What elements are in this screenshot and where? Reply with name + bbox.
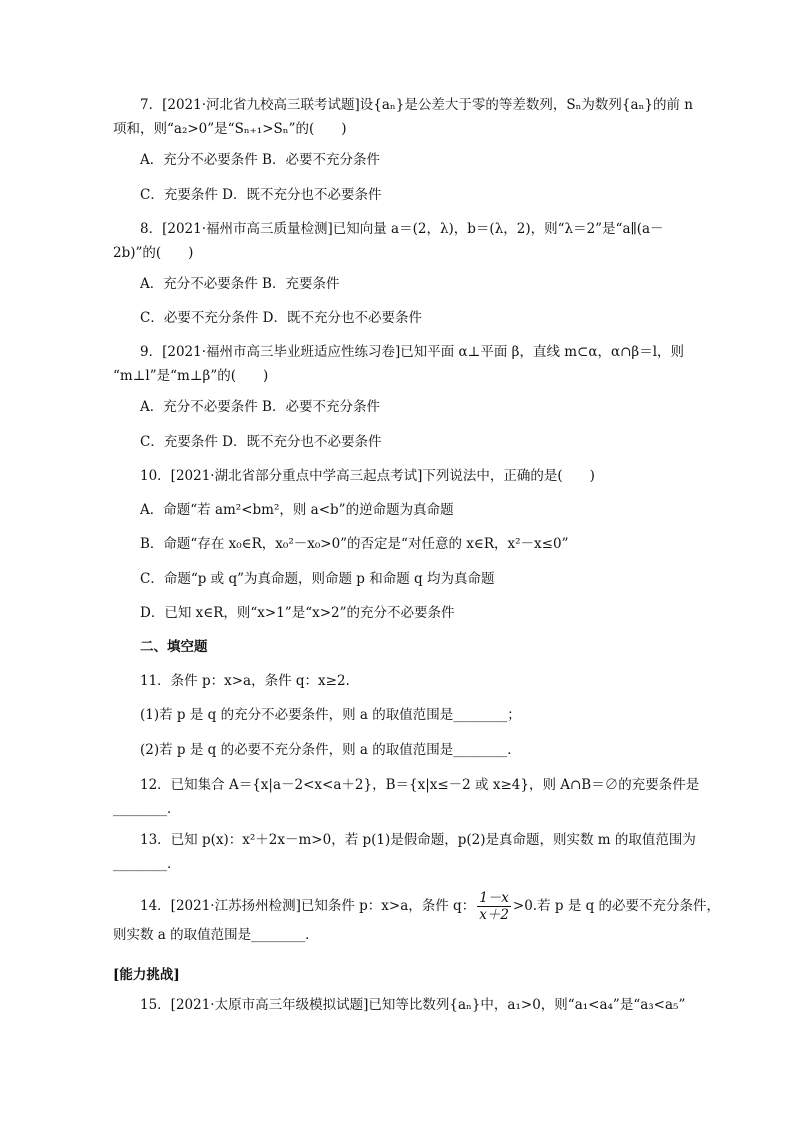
section-fill-in-heading: 二、填空题	[140, 639, 208, 655]
q9-option-c: C．充要条件 D．既不充分也不必要条件	[140, 434, 382, 450]
q12-line2: ________．	[113, 801, 181, 817]
q10-option-c: C．命题“p 或 q”为真命题，则命题 p 和命题 q 均为真命题	[140, 571, 495, 587]
q12-line1: 12．已知集合 A＝{x|a－2<x<a＋2}，B＝{x|x≤－2 或 x≥4}，则 A∩B＝∅的充要条件是	[140, 777, 700, 793]
q7-option-c: C．充要条件 D．既不充分也不必要条件	[140, 187, 382, 203]
q10-option-d: D．已知 x∈R，则“x>1”是“x>2”的充分不必要条件	[140, 605, 455, 621]
q13-line2: ________．	[113, 856, 181, 872]
q9-option-a: A．充分不必要条件 B．必要不充分条件	[140, 399, 380, 415]
q14-line1	[140, 889, 720, 923]
q8-option-c: C．必要不充分条件 D．既不充分也不必要条件	[140, 310, 422, 326]
q11-sub2: (2)若 p 是 q 的必要不充分条件，则 a 的取值范围是________．	[140, 742, 521, 758]
q10-option-b: B．命题“存在 x₀∈R，x₀²－x₀>0”的否定是“对任意的 x∈R，x²－x≤0”	[140, 536, 569, 552]
q8-option-a: A．充分不必要条件 B．充要条件	[140, 276, 340, 292]
q14-fraction-denominator: x＋2	[479, 907, 509, 923]
q15-line1: 15．[2021·太原市高三年级模拟试题]已知等比数列{aₙ}中，a₁>0，则“a₁<a₄”是“a₃<a₅”	[140, 997, 686, 1013]
q10-line1: 10．[2021·湖北省部分重点中学高三起点考试]下列说法中，正确的是( )	[140, 468, 595, 484]
q9-line2: “m⊥l”是“m⊥β”的( )	[113, 368, 269, 384]
q14-fraction	[477, 890, 511, 923]
q11-line1: 11．条件 p：x>a，条件 q：x≥2.	[140, 673, 350, 689]
q7-line1: 7．[2021·河北省九校高三联考试题]设{aₙ}是公差大于零的等差数列，Sₙ为数列{aₙ}的前 n	[140, 97, 693, 113]
q14-fraction-numerator: 1－x	[479, 890, 509, 906]
q7-line2: 项和，则“a₂>0”是“Sₙ₊₁>Sₙ”的( )	[113, 121, 347, 137]
q13-line1: 13．已知 p(x)：x²＋2x－m>0，若 p(1)是假命题，p(2)是真命题，则实数 m 的取值范围为	[140, 832, 696, 848]
q9-line1: 9．[2021·福州市高三毕业班适应性练习卷]已知平面 α⊥平面 β，直线 m⊂α，α∩β＝l，则	[140, 344, 685, 360]
q7-option-a: A．充分不必要条件 B．必要不充分条件	[140, 152, 380, 168]
q14-line1-prefix: 14．[2021·江苏扬州检测]已知条件 p：x>a，条件 q：	[140, 898, 476, 914]
q8-line1: 8．[2021·福州市高三质量检测]已知向量 a＝(2，λ)，b＝(λ，2)，则“λ＝2”是“a∥(a－	[140, 221, 664, 237]
q14-line1-suffix: >0.若 p 是 q 的必要不充分条件，	[512, 898, 721, 914]
q8-line2: 2b)”的( )	[113, 245, 194, 261]
q11-sub1: (1)若 p 是 q 的充分不必要条件，则 a 的取值范围是________；	[140, 707, 521, 723]
challenge-heading: [能力挑战]	[113, 967, 180, 983]
q10-option-a: A．命题“若 am²<bm²，则 a<b”的逆命题为真命题	[140, 502, 454, 518]
q14-line2: 则实数 a 的取值范围是________．	[113, 927, 319, 943]
